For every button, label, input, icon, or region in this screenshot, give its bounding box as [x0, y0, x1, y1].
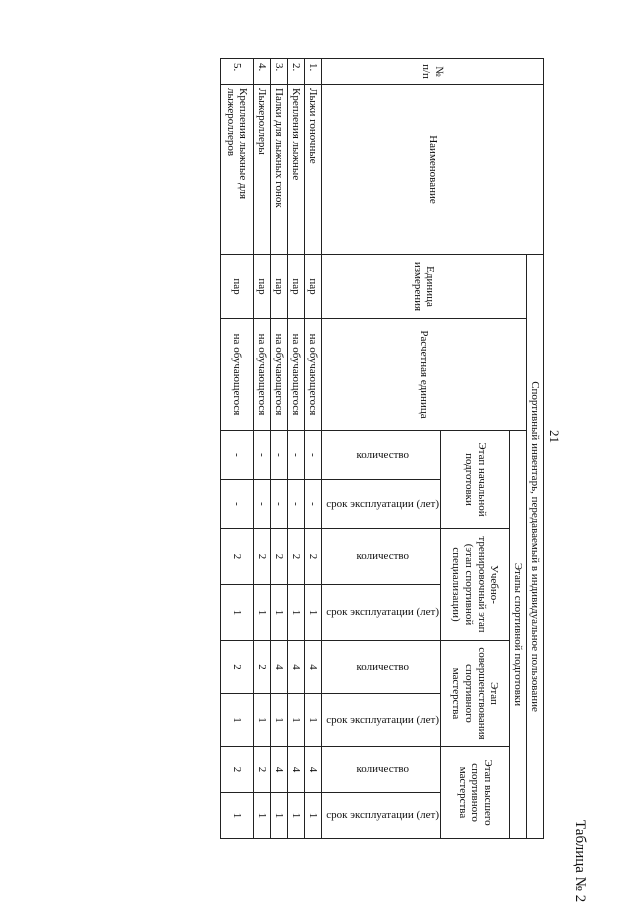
header-term: срок эксплуатации (лет) — [321, 694, 440, 747]
cell-value: 2 — [304, 529, 321, 585]
cell-value: 1 — [287, 793, 304, 839]
cell-value: - — [220, 480, 253, 529]
row-num: 1. — [304, 59, 321, 85]
cell-value: 2 — [253, 529, 270, 585]
cell-value: 1 — [304, 793, 321, 839]
cell-value: 2 — [287, 529, 304, 585]
cell-value: 4 — [270, 641, 287, 694]
header-group: Спортивный инвентарь, передаваемый в индивидуальное пользование — [527, 255, 544, 839]
cell-value: 2 — [253, 641, 270, 694]
cell-value: 2 — [270, 529, 287, 585]
cell-value: 4 — [304, 747, 321, 793]
table-row — [304, 59, 321, 839]
cell-value: 2 — [220, 747, 253, 793]
row-num: 4. — [253, 59, 270, 85]
cell-value: 1 — [220, 793, 253, 839]
table-row — [253, 59, 270, 839]
row-num: 3. — [270, 59, 287, 85]
header-name: Наименование — [321, 85, 543, 255]
row-calc: на обучающегося — [253, 319, 270, 431]
row-name: Палки для лыжных гонок — [270, 85, 287, 255]
header-qty: количество — [321, 641, 440, 694]
table-row — [220, 59, 253, 839]
header-term: срок эксплуатации (лет) — [321, 793, 440, 839]
header-stages: Этапы спортивной подготовки — [510, 431, 527, 839]
cell-value: 1 — [220, 585, 253, 641]
header-term: срок эксплуатации (лет) — [321, 585, 440, 641]
row-unit: пар — [304, 255, 321, 319]
row-calc: на обучающегося — [287, 319, 304, 431]
row-calc: на обучающегося — [270, 319, 287, 431]
row-num: 2. — [287, 59, 304, 85]
row-unit: пар — [220, 255, 253, 319]
cell-value: - — [304, 431, 321, 480]
cell-value: - — [270, 431, 287, 480]
cell-value: - — [253, 480, 270, 529]
cell-value: 4 — [287, 641, 304, 694]
cell-value: 1 — [253, 793, 270, 839]
cell-value: 2 — [253, 747, 270, 793]
cell-value: - — [253, 431, 270, 480]
header-num: № п/п — [321, 59, 543, 85]
header-stage-highest: Этап высшего спортивного мастерства — [441, 747, 510, 839]
header-stage-training: Учебно-тренировочный этап (этап спортивной специализации) — [441, 529, 510, 641]
cell-value: 1 — [304, 585, 321, 641]
page-number: 21 — [547, 430, 562, 443]
cell-value: - — [270, 480, 287, 529]
header-stage-improvement: Этап совершенствования спортивного мастерства — [441, 641, 510, 747]
header-qty: количество — [321, 747, 440, 793]
row-unit: пар — [270, 255, 287, 319]
cell-value: 2 — [220, 641, 253, 694]
row-name: Лыжи гоночные — [304, 85, 321, 255]
cell-value: 1 — [270, 694, 287, 747]
table-title: Таблица № 2 — [572, 820, 588, 902]
cell-value: 1 — [287, 585, 304, 641]
row-name: Крепления лыжные — [287, 85, 304, 255]
cell-value: 2 — [220, 529, 253, 585]
cell-value: - — [220, 431, 253, 480]
equipment-table — [220, 58, 544, 839]
table-row — [270, 59, 287, 839]
row-num: 5. — [220, 59, 253, 85]
cell-value: 4 — [304, 641, 321, 694]
cell-value: 1 — [253, 585, 270, 641]
row-unit: пар — [287, 255, 304, 319]
cell-value: - — [287, 480, 304, 529]
row-name: Лыжероллеры — [253, 85, 270, 255]
header-stage-initial: Этап начальной подготовки — [441, 431, 510, 529]
row-calc: на обучающегося — [304, 319, 321, 431]
cell-value: 1 — [304, 694, 321, 747]
cell-value: 1 — [270, 793, 287, 839]
cell-value: 4 — [270, 747, 287, 793]
cell-value: 4 — [287, 747, 304, 793]
header-qty: количество — [321, 431, 440, 480]
cell-value: 1 — [287, 694, 304, 747]
header-term: срок эксплуатации (лет) — [321, 480, 440, 529]
cell-value: - — [304, 480, 321, 529]
cell-value: 1 — [270, 585, 287, 641]
row-name: Крепления лыжные для лыжероллеров — [220, 85, 253, 255]
header-qty: количество — [321, 529, 440, 585]
cell-value: 1 — [220, 694, 253, 747]
row-unit: пар — [253, 255, 270, 319]
header-calc: Расчетная единица — [321, 319, 526, 431]
cell-value: 1 — [253, 694, 270, 747]
header-unit: Единица измерения — [321, 255, 526, 319]
cell-value: - — [287, 431, 304, 480]
row-calc: на обучающегося — [220, 319, 253, 431]
table-row — [287, 59, 304, 839]
